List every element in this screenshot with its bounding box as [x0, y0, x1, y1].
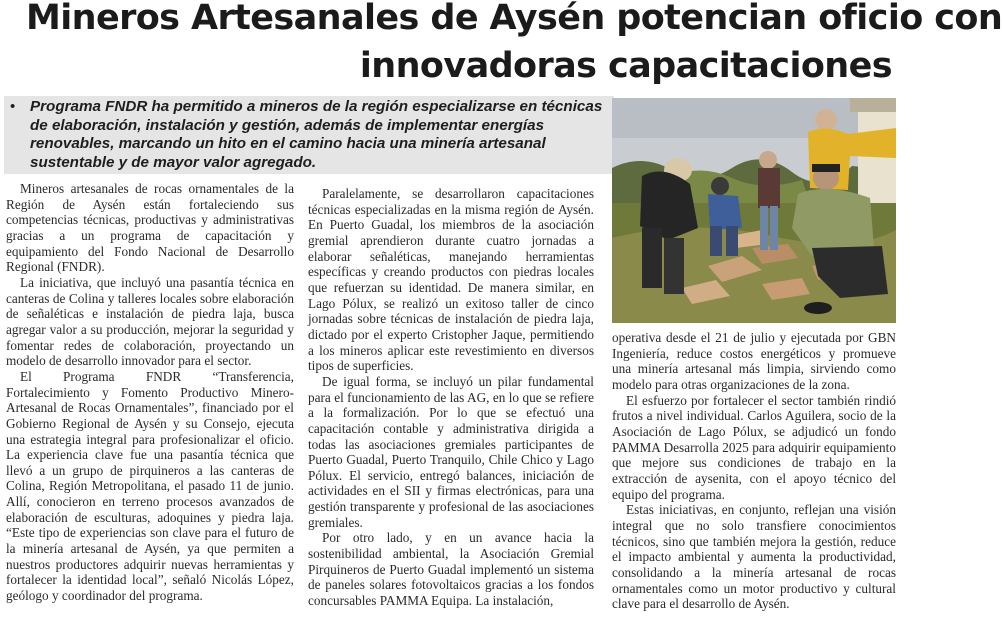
paragraph: De igual forma, se incluyó un pilar fundamental para el funcionamiento de las AG, en lo que se refiere a la formalización. Por lo que se efectuó una capacitación contable y administrativa dirigida a todas las asociaciones gremiales participantes de Puerto Guadal, Puerto Tranquilo, Chile Chico y Lago Pólux. El servicio, entregó balances, iniciación de actividades en el SII y firmas electrónicas, para una gestión transparente y profesional de las asociaciones gremiales.: [308, 373, 594, 530]
paragraph: El Programa FNDR “Transferencia, Fortalecimiento y Fomento Productivo Minero-Artesanal de Rocas Ornamentales”, financiado por el Gobierno Regional de Aysén y su Consejo, ejecuta una estrategia integral para profesionalizar el oficio. La experiencia clave fue una pasantía técnica que llevó a un grupo de pirquineros a las canteras de Colina, Región Metropolitana, el pasado 11 de junio. Allí, conocieron en terreno procesos avanzados de elaboración de esculturas, adoquines y piedra laja. “Este tipo de experiencias son clave para el futuro de la minería artesanal de Aysén, ya que permiten a nuestros productores adquirir nuevas herramientas y fortalecer la identidad local”, señaló Nicolás López, geólogo y coordinador del programa.: [6, 368, 294, 604]
summary-box: [4, 96, 614, 174]
paragraph: Por otro lado, y en un avance hacia la sostenibilidad ambiental, la Asociación Gremial Pirquineros de Puerto Guadal implementó un sistema de paneles solares fotovoltaicos gracias a los fondos concursables PAMMA Equipa. La instalación,: [308, 530, 594, 609]
paragraph: Estas iniciativas, en conjunto, reflejan una visión integral que no solo transfiere conocimientos técnicos, sino que también mejora la gestión, reduce el impacto ambiental y aumenta la productividad, consolidando a la minería artesanal de rocas ornamentales como un motor productivo y cultural clave para el desarrollo de Aysén.: [612, 502, 896, 612]
article-column-3: [612, 330, 896, 612]
headline-line-1: Mineros Artesanales de Aysén potencian oficio con: [26, 0, 1002, 38]
paragraph: Paralelamente, se desarrollaron capacitaciones técnicas especializadas en la misma región de Aysén. En Puerto Guadal, los miembros de la asociación gremial aprendieron durante cuatro jornadas a elaborar señaléticas, manejando herramientas específicas y creando productos con piedras locales que refuerzan su identidad. De manera similar, en Lago Pólux, se realizó un exitoso taller de cinco jornadas sobre técnicas de instalación de piedra laja, dictado por el experto Cristopher Jaque, permitiendo a los mineros aplicar este revestimiento en diversos tipos de superficies.: [308, 186, 594, 374]
paragraph: El esfuerzo por fortalecer el sector también rindió frutos a nivel individual. Carlos Aguilera, socio de la Asociación de Lago Pólux, se adjudicó un fondo PAMMA Desarrolla 2025 para adquirir equipamiento que mejore sus condiciones de trabajo en la extracción de aysenita, con el apoyo técnico del equipo del programa.: [612, 392, 896, 502]
headline: [0, 0, 1002, 92]
bullet-icon: •: [10, 98, 16, 115]
article-photo: [612, 98, 896, 323]
article-column-2: [308, 186, 594, 609]
paragraph: Mineros artesanales de rocas ornamentales de la Región de Aysén están fortaleciendo sus competencias técnicas, productivas y administrativas gracias a un programa de capacitación y equipamiento del Fondo Nacional de Desarrollo Regional (FNDR).: [6, 181, 294, 275]
paragraph: La iniciativa, que incluyó una pasantía técnica en canteras de Colina y talleres locales sobre elaboración de señaléticas e instalación de piedra laja, busca agregar valor a su producción, mejorar la seguridad y fomentar redes de colaboración, proyectando un modelo de desarrollo innovador para el sector.: [6, 274, 294, 369]
summary-text: Programa FNDR ha permitido a mineros de la región especializarse en técnicas de elaboración, instalación y gestión, además de implementar energías renovables, marcando un hito en el camino hacia una minería artesanal sustentable y de mayor valor agregado.: [30, 98, 603, 171]
paragraph: operativa desde el 21 de julio y ejecutada por GBN Ingeniería, reduce costos energéticos y promueve una minería artesanal más limpia, sirviendo como modelo para otras organizaciones de la zona.: [612, 330, 896, 392]
article-column-1: [6, 181, 294, 604]
headline-line-2: innovadoras capacitaciones: [359, 46, 892, 86]
